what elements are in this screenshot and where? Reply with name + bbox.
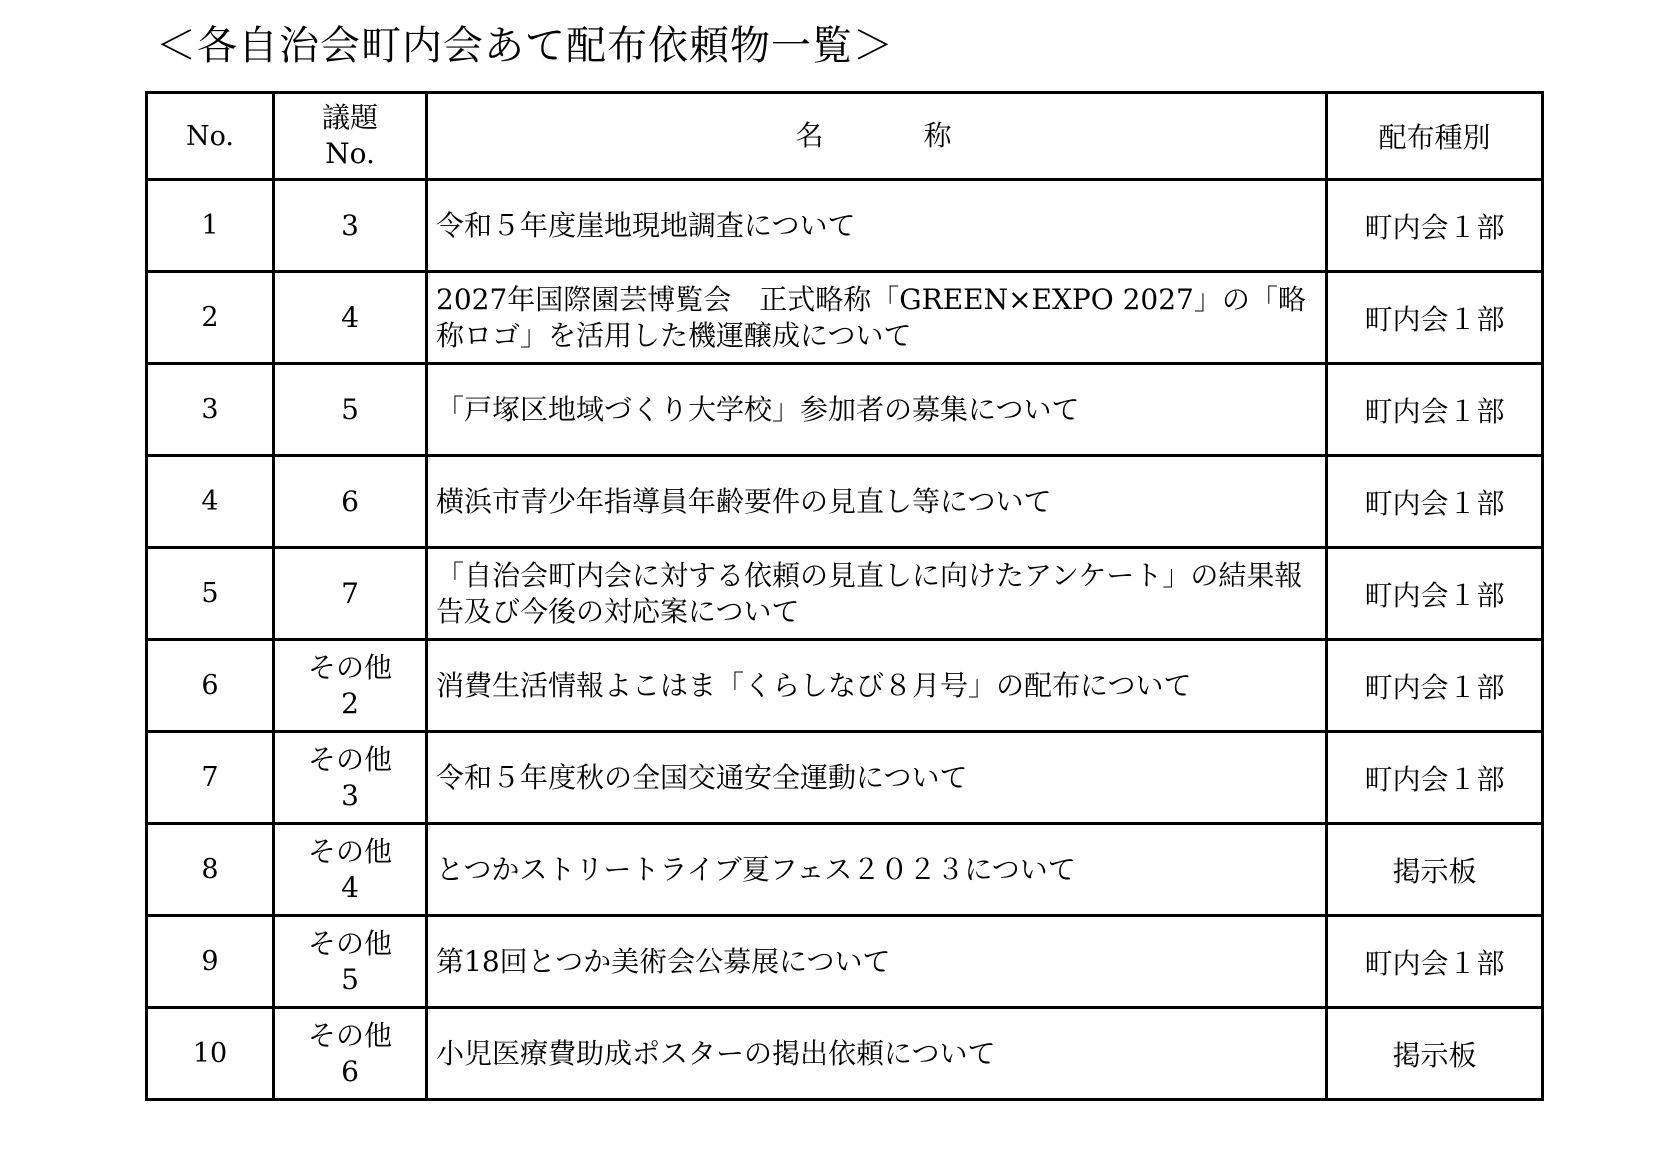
row-distribution: 町内会１部 bbox=[1327, 456, 1543, 548]
row-agenda-main: その他 bbox=[307, 650, 392, 684]
row-agenda-main: 6 bbox=[341, 484, 359, 518]
row-no: 5 bbox=[147, 548, 274, 640]
row-distribution: 掲示板 bbox=[1327, 824, 1543, 916]
row-distribution: 町内会１部 bbox=[1327, 180, 1543, 272]
header-name-label: 名 称 bbox=[795, 119, 988, 152]
row-name: 「戸塚区地域づくり大学校」参加者の募集について bbox=[427, 364, 1327, 456]
row-name: 第18回とつか美術会公募展について bbox=[427, 916, 1327, 1008]
table-row bbox=[147, 456, 1543, 548]
row-agenda-main: その他 bbox=[307, 742, 392, 776]
row-agenda-main: 7 bbox=[341, 576, 359, 610]
header-name bbox=[427, 93, 1327, 180]
table-row bbox=[147, 1008, 1543, 1100]
row-agenda-main: 4 bbox=[341, 300, 359, 334]
row-no: 2 bbox=[147, 272, 274, 364]
row-name: 消費生活情報よこはま「くらしなび８月号」の配布について bbox=[427, 640, 1327, 732]
row-agenda-main: その他 bbox=[307, 834, 392, 868]
table-row bbox=[147, 824, 1543, 916]
row-no: 1 bbox=[147, 180, 274, 272]
row-agenda-no bbox=[274, 548, 427, 640]
row-agenda-no bbox=[274, 824, 427, 916]
row-distribution: 町内会１部 bbox=[1327, 548, 1543, 640]
row-distribution: 町内会１部 bbox=[1327, 364, 1543, 456]
row-no: 8 bbox=[147, 824, 274, 916]
row-agenda-no bbox=[274, 456, 427, 548]
row-name: 小児医療費助成ポスターの掲出依頼について bbox=[427, 1008, 1327, 1100]
header-agenda-no bbox=[274, 93, 427, 180]
row-agenda-no bbox=[274, 272, 427, 364]
row-name: 令和５年度秋の全国交通安全運動について bbox=[427, 732, 1327, 824]
header-agenda-no-label: No. bbox=[325, 137, 375, 170]
row-name: 2027年国際園芸博覧会 正式略称「GREEN×EXPO 2027」の「略称ロゴ」を活用した機運醸成について bbox=[427, 272, 1327, 364]
row-distribution: 掲示板 bbox=[1327, 1008, 1543, 1100]
row-agenda-no bbox=[274, 364, 427, 456]
row-distribution: 町内会１部 bbox=[1327, 272, 1543, 364]
row-name: 横浜市青少年指導員年齢要件の見直し等について bbox=[427, 456, 1327, 548]
row-agenda-sub: 3 bbox=[341, 778, 359, 812]
row-agenda-no bbox=[274, 916, 427, 1008]
row-agenda-main: 5 bbox=[341, 392, 359, 426]
row-agenda-sub: 4 bbox=[341, 870, 359, 904]
page-title: ＜各自治会町内会あて配布依頼物一覧＞ bbox=[156, 23, 894, 69]
table-row bbox=[147, 180, 1543, 272]
row-agenda-no bbox=[274, 180, 427, 272]
row-agenda-no bbox=[274, 732, 427, 824]
row-no: 4 bbox=[147, 456, 274, 548]
header-agenda-label: 議題 bbox=[321, 101, 378, 134]
row-no: 10 bbox=[147, 1008, 274, 1100]
row-agenda-sub: 2 bbox=[341, 686, 359, 720]
row-agenda-main: 3 bbox=[341, 208, 359, 242]
row-name: とつかストリートライブ夏フェス２０２３について bbox=[427, 824, 1327, 916]
header-distribution: 配布種別 bbox=[1327, 93, 1543, 180]
row-agenda-no bbox=[274, 640, 427, 732]
table-row bbox=[147, 732, 1543, 824]
table-row bbox=[147, 916, 1543, 1008]
row-agenda-main: その他 bbox=[307, 926, 392, 960]
row-distribution: 町内会１部 bbox=[1327, 640, 1543, 732]
row-agenda-sub: 6 bbox=[341, 1054, 359, 1088]
distribution-table bbox=[145, 91, 1544, 1101]
header-no: No. bbox=[147, 93, 274, 180]
row-distribution: 町内会１部 bbox=[1327, 916, 1543, 1008]
table-row bbox=[147, 272, 1543, 364]
table-row bbox=[147, 640, 1543, 732]
row-agenda-no bbox=[274, 1008, 427, 1100]
table-header-row bbox=[147, 93, 1543, 180]
row-no: 9 bbox=[147, 916, 274, 1008]
row-no: 3 bbox=[147, 364, 274, 456]
row-no: 7 bbox=[147, 732, 274, 824]
table-row bbox=[147, 548, 1543, 640]
row-no: 6 bbox=[147, 640, 274, 732]
table-row bbox=[147, 364, 1543, 456]
row-distribution: 町内会１部 bbox=[1327, 732, 1543, 824]
row-agenda-sub: 5 bbox=[341, 962, 359, 996]
row-agenda-main: その他 bbox=[307, 1018, 392, 1052]
row-name: 令和５年度崖地現地調査について bbox=[427, 180, 1327, 272]
row-name: 「自治会町内会に対する依頼の見直しに向けたアンケート」の結果報告及び今後の対応案について bbox=[427, 548, 1327, 640]
